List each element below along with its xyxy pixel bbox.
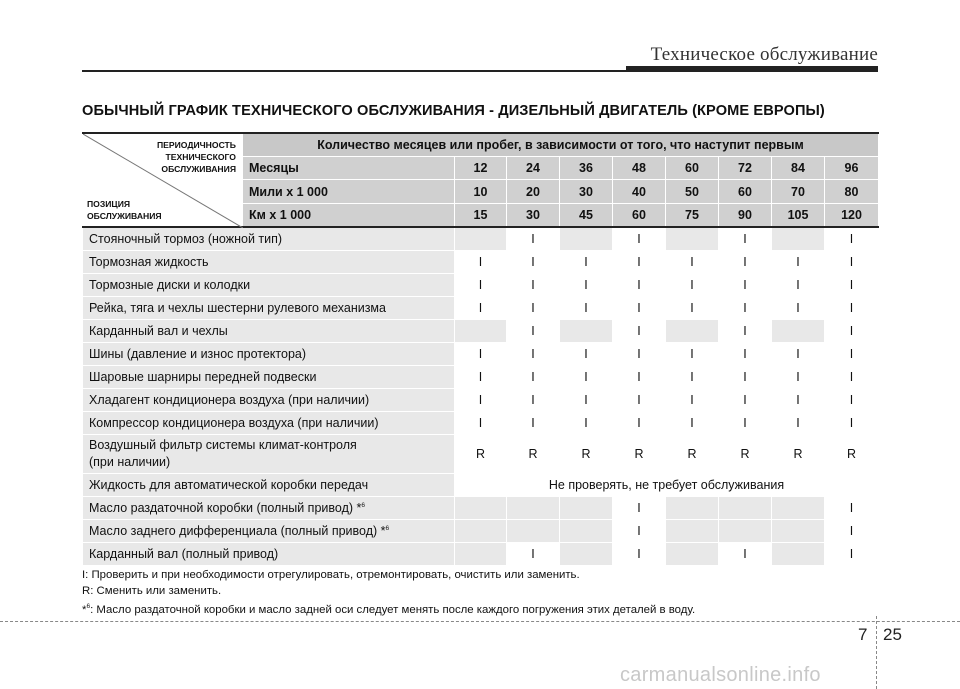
- interval-label: Месяцы: [243, 157, 455, 180]
- service-action: I: [772, 274, 825, 297]
- schedule-row: [83, 435, 879, 474]
- service-action: [507, 520, 560, 543]
- schedule-row: [83, 343, 879, 366]
- service-action: I: [507, 274, 560, 297]
- service-action: I: [719, 343, 772, 366]
- service-action: I: [613, 389, 666, 412]
- maintenance-item: [83, 520, 455, 543]
- schedule-row: [83, 251, 879, 274]
- service-action: I: [455, 297, 507, 320]
- service-action: R: [666, 435, 719, 474]
- corner-label-item: [87, 198, 162, 222]
- service-action: [507, 497, 560, 520]
- service-action: I: [613, 251, 666, 274]
- maintenance-item: [83, 343, 455, 366]
- service-action: I: [825, 227, 879, 251]
- page-guide-vertical: [876, 616, 877, 689]
- service-action: I: [560, 297, 613, 320]
- service-action: I: [719, 320, 772, 343]
- schedule-row: [83, 227, 879, 251]
- service-action: [560, 320, 613, 343]
- corner-bottom-line: ПОЗИЦИЯ: [87, 199, 131, 209]
- service-action: I: [772, 343, 825, 366]
- item-text: Компрессор кондиционера воздуха (при наличии): [89, 416, 379, 430]
- service-action: [666, 227, 719, 251]
- service-action: [719, 497, 772, 520]
- interval-value: 90: [719, 203, 772, 227]
- service-action: I: [507, 297, 560, 320]
- header-rule: [82, 70, 878, 72]
- item-text: Масло раздаточной коробки (полный привод) *: [89, 501, 362, 515]
- service-action: I: [455, 366, 507, 389]
- item-text: Жидкость для автоматической коробки передач: [89, 478, 369, 492]
- maintenance-item: [83, 251, 455, 274]
- service-action: I: [613, 497, 666, 520]
- service-action: I: [613, 343, 666, 366]
- service-action: I: [825, 297, 879, 320]
- service-action: [666, 543, 719, 566]
- service-action: [560, 227, 613, 251]
- service-action: I: [719, 366, 772, 389]
- interval-value: 24: [507, 157, 560, 180]
- service-action: I: [825, 320, 879, 343]
- no-service-note: Не проверять, не требует обслуживания: [455, 474, 879, 497]
- service-action: I: [825, 412, 879, 435]
- maintenance-item: [83, 474, 455, 497]
- corner-label-periodicity: [157, 139, 236, 175]
- corner-top-line: ТЕХНИЧЕСКОГО: [165, 152, 236, 162]
- service-action: I: [666, 412, 719, 435]
- service-action: I: [507, 543, 560, 566]
- interval-value: 15: [455, 203, 507, 227]
- service-action: I: [613, 320, 666, 343]
- maintenance-schedule-table: [82, 132, 878, 562]
- service-action: I: [613, 297, 666, 320]
- service-action: [666, 320, 719, 343]
- item-text: Хладагент кондиционера воздуха (при наличии): [89, 393, 370, 407]
- service-action: I: [455, 274, 507, 297]
- service-action: I: [507, 320, 560, 343]
- service-action: I: [825, 274, 879, 297]
- service-action: I: [719, 543, 772, 566]
- schedule-row: [83, 274, 879, 297]
- service-action: I: [560, 412, 613, 435]
- service-action: I: [719, 389, 772, 412]
- service-action: I: [507, 412, 560, 435]
- service-action: R: [719, 435, 772, 474]
- interval-value: 45: [560, 203, 613, 227]
- service-action: I: [825, 366, 879, 389]
- service-action: I: [719, 412, 772, 435]
- service-action: I: [560, 389, 613, 412]
- interval-value: 36: [560, 157, 613, 180]
- interval-value: 60: [666, 157, 719, 180]
- service-action: [772, 227, 825, 251]
- item-text: Тормозная жидкость: [89, 255, 209, 269]
- service-action: I: [613, 412, 666, 435]
- item-text: Стояночный тормоз (ножной тип): [89, 232, 283, 246]
- service-action: I: [666, 389, 719, 412]
- interval-value: 60: [719, 180, 772, 203]
- service-action: [666, 520, 719, 543]
- schedule-title: ОБЫЧНЫЙ ГРАФИК ТЕХНИЧЕСКОГО ОБСЛУЖИВАНИЯ - ДИЗЕЛЬНЫЙ ДВИГАТЕЛЬ (КРОМЕ ЕВРОПЫ): [82, 103, 825, 119]
- interval-label: Км x 1 000: [243, 203, 455, 227]
- interval-value: 70: [772, 180, 825, 203]
- schedule-row: [83, 543, 879, 566]
- service-action: I: [772, 366, 825, 389]
- service-action: I: [455, 343, 507, 366]
- footnote-mark: 6: [385, 524, 390, 532]
- interval-value: 30: [507, 203, 560, 227]
- item-text-line: (при наличии): [89, 455, 171, 469]
- service-action: I: [772, 389, 825, 412]
- interval-value: 120: [825, 203, 879, 227]
- maintenance-item: [83, 543, 455, 566]
- watermark: carmanualsonline.info: [620, 664, 821, 686]
- item-text: Тормозные диски и колодки: [89, 278, 251, 292]
- header-banner-row: [83, 133, 879, 157]
- service-action: [772, 497, 825, 520]
- service-action: I: [719, 274, 772, 297]
- service-action: I: [613, 520, 666, 543]
- interval-value: 84: [772, 157, 825, 180]
- service-action: I: [507, 343, 560, 366]
- interval-banner: Количество месяцев или пробег, в зависимости от того, что наступит первым: [243, 133, 879, 157]
- corner-top-line: ОБСЛУЖИВАНИЯ: [161, 164, 236, 174]
- service-action: I: [613, 227, 666, 251]
- service-action: I: [560, 274, 613, 297]
- corner-bottom-line: ОБСЛУЖИВАНИЯ: [87, 211, 162, 221]
- service-action: [455, 320, 507, 343]
- service-action: I: [825, 343, 879, 366]
- item-text: Шаровые шарниры передней подвески: [89, 370, 317, 384]
- service-action: [560, 520, 613, 543]
- service-action: I: [455, 412, 507, 435]
- service-action: I: [455, 389, 507, 412]
- interval-value: 10: [455, 180, 507, 203]
- service-action: [560, 543, 613, 566]
- service-action: R: [455, 435, 507, 474]
- service-action: I: [825, 251, 879, 274]
- service-action: I: [719, 227, 772, 251]
- service-action: I: [560, 251, 613, 274]
- interval-value: 75: [666, 203, 719, 227]
- item-text: Шины (давление и износ протектора): [89, 347, 307, 361]
- maintenance-item: [83, 297, 455, 320]
- service-action: I: [507, 227, 560, 251]
- interval-value: 48: [613, 157, 666, 180]
- interval-value: 80: [825, 180, 879, 203]
- service-action: I: [507, 366, 560, 389]
- service-action: [719, 520, 772, 543]
- service-action: I: [719, 251, 772, 274]
- schedule-row: [83, 497, 879, 520]
- service-action: R: [825, 435, 879, 474]
- service-action: I: [666, 251, 719, 274]
- service-action: I: [772, 297, 825, 320]
- interval-value: 30: [560, 180, 613, 203]
- service-action: R: [507, 435, 560, 474]
- service-action: I: [613, 366, 666, 389]
- header-corner-cell: [83, 133, 243, 227]
- legend-footnote: *$^6$: Масло раздаточной коробки и масло задней оси следует менять после каждого погружения этих деталей в воду.: [82, 603, 696, 616]
- service-action: I: [666, 274, 719, 297]
- service-action: I: [666, 366, 719, 389]
- service-action: [772, 520, 825, 543]
- schedule-row: [83, 474, 879, 497]
- service-action: [455, 543, 507, 566]
- service-action: [772, 320, 825, 343]
- interval-label: Мили x 1 000: [243, 180, 455, 203]
- service-action: I: [666, 343, 719, 366]
- maintenance-item: [83, 366, 455, 389]
- service-action: I: [613, 274, 666, 297]
- service-action: [772, 543, 825, 566]
- service-action: I: [666, 297, 719, 320]
- maintenance-item: [83, 435, 455, 474]
- service-action: I: [772, 251, 825, 274]
- schedule-row: [83, 320, 879, 343]
- service-action: I: [772, 412, 825, 435]
- maintenance-item: [83, 227, 455, 251]
- service-action: R: [613, 435, 666, 474]
- section-title: Техническое обслуживание: [650, 44, 878, 65]
- interval-value: 40: [613, 180, 666, 203]
- interval-value: 50: [666, 180, 719, 203]
- service-action: I: [825, 520, 879, 543]
- footnote-mark: 6: [361, 501, 365, 509]
- service-action: I: [560, 343, 613, 366]
- service-action: [455, 227, 507, 251]
- maintenance-item: [83, 412, 455, 435]
- service-action: I: [825, 543, 879, 566]
- chapter-number: 7: [858, 625, 868, 644]
- service-action: I: [455, 251, 507, 274]
- interval-value: 12: [455, 157, 507, 180]
- service-action: I: [507, 251, 560, 274]
- item-text: Карданный вал и чехлы: [89, 324, 228, 338]
- interval-value: 96: [825, 157, 879, 180]
- service-action: [666, 497, 719, 520]
- service-action: I: [560, 366, 613, 389]
- page-guide-horizontal: [0, 621, 960, 622]
- service-action: [560, 497, 613, 520]
- item-text: Карданный вал (полный привод): [89, 547, 279, 561]
- legend: [82, 567, 695, 618]
- schedule-row: [83, 366, 879, 389]
- maintenance-item: [83, 389, 455, 412]
- service-action: I: [507, 389, 560, 412]
- service-action: I: [613, 543, 666, 566]
- interval-value: 72: [719, 157, 772, 180]
- schedule-row: [83, 520, 879, 543]
- maintenance-item: [83, 274, 455, 297]
- interval-value: 60: [613, 203, 666, 227]
- item-text: Рейка, тяга и чехлы шестерни рулевого механизма: [89, 301, 386, 315]
- service-action: R: [560, 435, 613, 474]
- schedule-row: [83, 389, 879, 412]
- item-text-line: Воздушный фильтр системы климат-контроля: [89, 438, 357, 452]
- page-number: 25: [883, 625, 902, 644]
- schedule-row: [83, 297, 879, 320]
- item-text: Масло заднего дифференциала (полный привод) *: [89, 524, 386, 538]
- service-action: I: [825, 497, 879, 520]
- interval-value: 20: [507, 180, 560, 203]
- maintenance-item: [83, 320, 455, 343]
- service-action: R: [772, 435, 825, 474]
- legend-inspect: I: Проверить и при необходимости отрегулировать, отремонтировать, очистить или заменить.: [82, 569, 580, 581]
- interval-value: 105: [772, 203, 825, 227]
- maintenance-item: [83, 497, 455, 520]
- schedule-row: [83, 412, 879, 435]
- service-action: [455, 497, 507, 520]
- service-action: I: [719, 297, 772, 320]
- service-action: I: [825, 389, 879, 412]
- corner-top-line: ПЕРИОДИЧНОСТЬ: [156, 140, 236, 150]
- legend-replace: R: Сменить или заменить.: [82, 585, 222, 597]
- service-action: [455, 520, 507, 543]
